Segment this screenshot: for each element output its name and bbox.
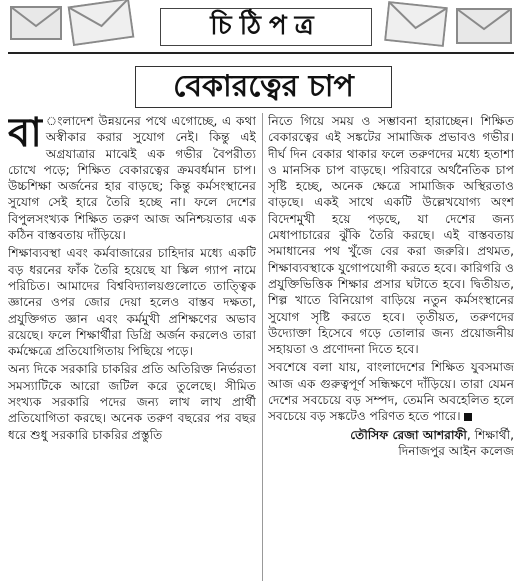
paragraph: শিক্ষাব্যবস্থা এবং কর্মবাজারের চাহিদার মধ্যে একটি বড় ধরনের ফাঁক তৈরি হয়েছে যা স্কিল গ্যাপ নামে পরিচিত। আমাদের বিশ্ববিদ্যালয়গুলোতে তাত্ত্বিক জ্ঞানের ওপর জোর দেয়া হলেও বাস্তব দক্ষতা, প্রযুক্তিগত জ্ঞান এবং কর্মমুখী প্রশিক্ষণের অভাব রয়েছে। ফলে শিক্ষার্থীরা ডিগ্রি অর্জন করলেও তারা কর্মক্ষেত্রে প্রতিযোগিতায় পিছিয়ে পড়ে। xyxy=(8,246,256,359)
section-title: চিঠিপত্র xyxy=(210,11,322,41)
envelope-icon xyxy=(384,1,448,47)
author-name: তৌসিফ রেজা আশরাফী xyxy=(350,427,467,442)
envelope-icon xyxy=(68,0,135,46)
byline: তৌসিফ রেজা আশরাফী, শিক্ষার্থী, দিনাজপুর আইন কলেজ xyxy=(350,427,514,458)
envelope-icon xyxy=(10,6,62,40)
paragraph: অন্য দিকে সরকারি চাকরির প্রতি অতিরিক্ত নির্ভরতা সমস্যাটিকে আরো জটিল করে তুলেছে। সীমিত সংখ্যক সরকারি পদের জন্য লাখ লাখ প্রার্থী প্রতিযোগিতা করছে। অনেক তরুণ বছরের পর বছর ধরে শুধু সরকারি চাকরির প্রস্তুতি xyxy=(8,362,256,442)
article-column-right xyxy=(268,113,514,583)
section-header xyxy=(0,0,522,58)
headline-box xyxy=(135,66,392,108)
author-role: শিক্ষার্থী, xyxy=(474,427,514,442)
author-affiliation: দিনাজপুর আইন কলেজ xyxy=(398,443,514,458)
column-divider xyxy=(262,113,263,581)
closing-text: সবশেষে বলা যায়, বাংলাদেশের শিক্ষিত যুবসমাজ আজ এক গুরুত্বপূর্ণ সন্ধিক্ষণে দাঁড়িয়ে। তারা যেমন দেশের সবচেয়ে বড় সম্পদ, তেমনি অবহেলিত হলে সবচেয়ে বড় সঙ্কটেও পরিণত হতে পারে। xyxy=(268,360,514,424)
paragraph: নিতে গিয়ে সময় ও সম্ভাবনা হারাচ্ছেন। শিক্ষিত বেকারত্বের এই সঙ্কটের সামাজিক প্রভাবও গভীর। দীর্ঘ দিন বেকার থাকার ফলে তরুণদের মধ্যে হতাশা ও মানসিক চাপ বাড়ছে। পরিবারে অর্থনৈতিক চাপ সৃষ্টি হচ্ছে, অনেক ক্ষেত্রে সামাজিক অস্থিরতাও বাড়ছে। একই সাথে একটি উল্লেখযোগ্য অংশ বিদেশমুখী হয়ে পড়ছে, যা দেশের জন্য মেধাপাচারের ঝুঁকি তৈরি করছে। এই বাস্তবতায় সমাধানের পথ খুঁজে বের করা জরুরি। প্রথমত, শিক্ষাব্যবস্থাকে যুগোপযোগী করতে হবে। কারিগরি ও প্রযুক্তিভিত্তিক শিক্ষার প্রসার ঘটাতে হবে। দ্বিতীয়ত, শিল্প খাতে বিনিয়োগ বাড়িয়ে নতুন কর্মসংস্থানের সুযোগ সৃষ্টি করতে হবে। তৃতীয়ত, তরুণদের উদ্যোক্তা হিসেবে গড়ে তোলার জন্য প্রয়োজনীয় সহায়তা ও প্রণোদনা দিতে হবে। xyxy=(268,114,514,357)
envelope-icon xyxy=(456,8,512,44)
section-title-box xyxy=(160,8,372,46)
drop-cap: বা xyxy=(8,113,42,156)
headline: বেকারত্বের চাপ xyxy=(173,68,354,104)
end-mark-icon xyxy=(464,413,472,421)
paragraph xyxy=(268,359,514,424)
paragraph: ংলাদেশ উন্নয়নের পথে এগোচ্ছে, এ কথা অস্বীকার করার সুযোগ নেই। কিন্তু এই অগ্রযাত্রার মাঝেই এক গভীর বৈপরীত্য চোখে পড়ে; শিক্ষিত বেকারত্বের ক্রমবর্ধমান চাপ। উচ্চশিক্ষা অর্জনের হার বাড়ছে; কিন্তু কর্মসংস্থানের সুযোগ সেই হারে তৈরি হচ্ছে না। ফলে দেশের বিপুলসংখ্যক শিক্ষিত তরুণ আজ অনিশ্চয়তার এক কঠিন বাস্তবতায় দাঁড়িয়ে। xyxy=(8,114,256,243)
header-rule xyxy=(8,52,514,54)
article-column-left xyxy=(8,113,256,583)
